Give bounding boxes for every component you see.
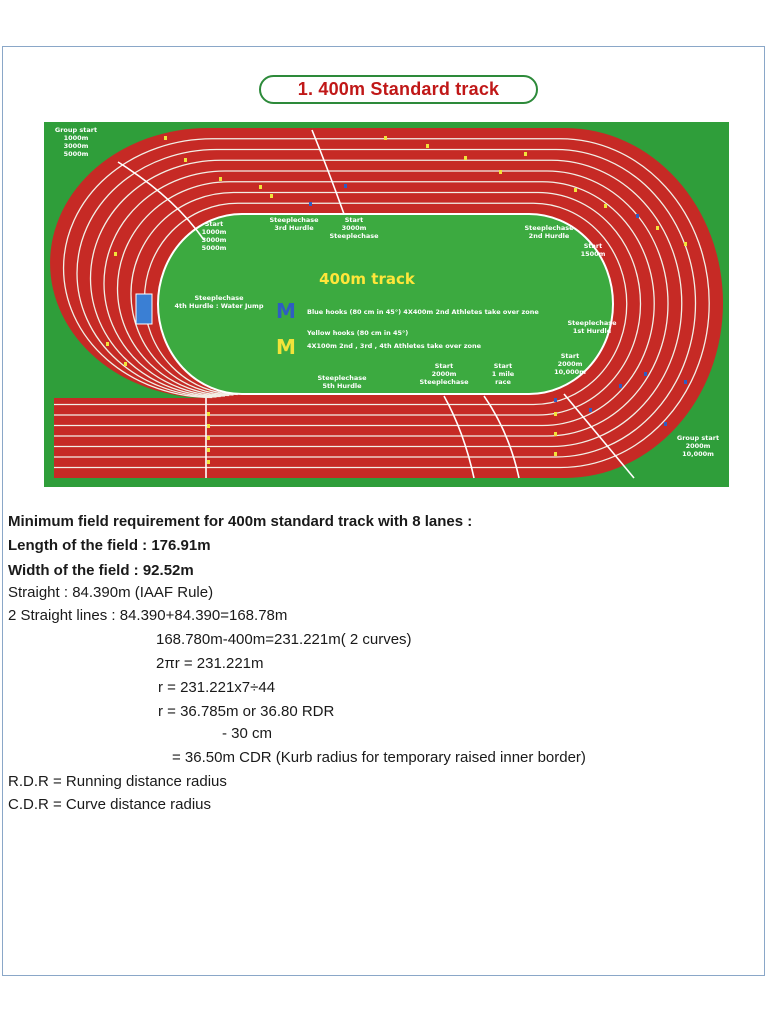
track-mark — [554, 412, 557, 416]
label-line: 1 mile — [491, 370, 515, 378]
straight-length: Straight : 84.390m (IAAF Rule) — [8, 584, 214, 601]
label-line: 2nd Hurdle — [528, 232, 570, 240]
track-mark — [384, 136, 387, 140]
label-line: 1000m — [201, 228, 227, 236]
label-line: Steeplechase — [194, 294, 244, 302]
label-line: Steeplechase — [419, 378, 469, 386]
field-width: Width of the field : 92.52m — [8, 562, 194, 579]
label-start-1500 — [581, 242, 606, 258]
blue-hook-icon: M — [276, 299, 296, 323]
track-mark — [499, 170, 502, 174]
track-mark — [114, 252, 117, 256]
track-mark — [309, 202, 312, 206]
label-line: 5th Hurdle — [322, 382, 362, 390]
label-line: Start — [560, 352, 580, 360]
track-mark — [207, 460, 210, 464]
track-mark — [184, 158, 187, 162]
minus-30cm: - 30 cm — [222, 725, 273, 742]
label-line: 3rd Hurdle — [274, 224, 314, 232]
label-line: 5000m — [201, 244, 227, 252]
label-line: Group start — [54, 126, 98, 134]
track-mark — [344, 184, 347, 188]
track-mark — [589, 408, 592, 412]
center-label: 400m track — [319, 270, 415, 288]
label-line: Start — [583, 242, 603, 250]
cdr-definition: C.D.R = Curve distance radius — [8, 796, 211, 813]
track-mark — [684, 380, 687, 384]
label-line: 1000m — [63, 134, 89, 142]
label-line: 4th Hurdle : Water Jump — [174, 302, 264, 310]
track-mark — [664, 422, 667, 426]
label-steeple-5th — [317, 374, 367, 390]
curves-calc: 168.780m-400m=231.221m( 2 curves) — [156, 631, 412, 648]
track-mark — [164, 136, 167, 140]
label-line: Steeplechase — [567, 319, 617, 327]
radius-formula: r = 231.221x7÷44 — [158, 679, 276, 696]
label-line: 3000m — [341, 224, 367, 232]
label-yellow-hooks-2: 4X100m 2nd , 3rd , 4th Athletes take over zone — [307, 342, 482, 350]
label-yellow-hooks-1: Yellow hooks (80 cm in 45°) — [307, 329, 409, 337]
label-line: Start — [204, 220, 224, 228]
track-diagram — [44, 122, 729, 487]
label-steeple-3rd — [269, 216, 319, 232]
track-mark — [106, 342, 109, 346]
label-line: 3000m — [201, 236, 227, 244]
track-mark — [656, 226, 659, 230]
label-start-left — [202, 220, 227, 252]
label-line: 2000m — [431, 370, 457, 378]
track-mark — [207, 448, 210, 452]
label-line: race — [495, 378, 511, 386]
track-mark — [124, 362, 127, 366]
track-mark — [554, 452, 557, 456]
label-line: 2000m — [557, 360, 583, 368]
track-mark — [554, 432, 557, 436]
track-mark — [259, 185, 262, 189]
rdr-definition: R.D.R = Running distance radius — [8, 773, 227, 790]
track-mark — [619, 384, 622, 388]
track-mark — [207, 436, 210, 440]
track-mark — [270, 194, 273, 198]
radius-rdr: r = 36.785m or 36.80 RDR — [158, 703, 335, 720]
label-line: 10,000m — [682, 450, 714, 458]
track-mark — [684, 242, 687, 246]
track-mark — [604, 204, 607, 208]
label-line: 1500m — [580, 250, 606, 258]
two-straights: 2 Straight lines : 84.390+84.390=168.78m — [8, 607, 288, 624]
requirement-heading: Minimum field requirement for 400m standard track with 8 lanes : — [8, 513, 473, 530]
track-mark — [636, 214, 639, 218]
label-line: Steeplechase — [524, 224, 574, 232]
label-line: Steeplechase — [269, 216, 319, 224]
label-line: 3000m — [63, 142, 89, 150]
track-mark — [554, 398, 557, 402]
page-title: 1. 400m Standard track — [259, 75, 538, 104]
track-mark — [524, 152, 527, 156]
track-mark — [207, 424, 210, 428]
label-line: Steeplechase — [329, 232, 379, 240]
track-mark — [219, 177, 222, 181]
label-line: Start — [493, 362, 513, 370]
label-line: Steeplechase — [317, 374, 367, 382]
label-steeple-1st — [567, 319, 617, 335]
label-line: 5000m — [63, 150, 89, 158]
track-mark — [464, 156, 467, 160]
label-line: Group start — [676, 434, 720, 442]
circumference-calc: 2πr = 231.221m — [156, 655, 264, 672]
track-mark — [426, 144, 429, 148]
track-mark — [207, 412, 210, 416]
track-mark — [644, 372, 647, 376]
track-svg — [44, 122, 729, 487]
track-mark — [574, 188, 577, 192]
label-line: 10,000m — [554, 368, 586, 376]
field-length: Length of the field : 176.91m — [8, 537, 211, 554]
yellow-hook-icon: M — [276, 335, 296, 359]
label-blue-hooks: Blue hooks (80 cm in 45°) 4X400m 2nd Athletes take over zone — [307, 308, 539, 316]
label-steeple-2nd — [524, 224, 574, 240]
radius-cdr: = 36.50m CDR (Kurb radius for temporary raised inner border) — [172, 749, 586, 766]
label-line: Start — [434, 362, 454, 370]
label-line: 2000m — [685, 442, 711, 450]
label-line: Start — [344, 216, 364, 224]
water-jump — [136, 294, 152, 324]
label-line: 1st Hurdle — [572, 327, 612, 335]
